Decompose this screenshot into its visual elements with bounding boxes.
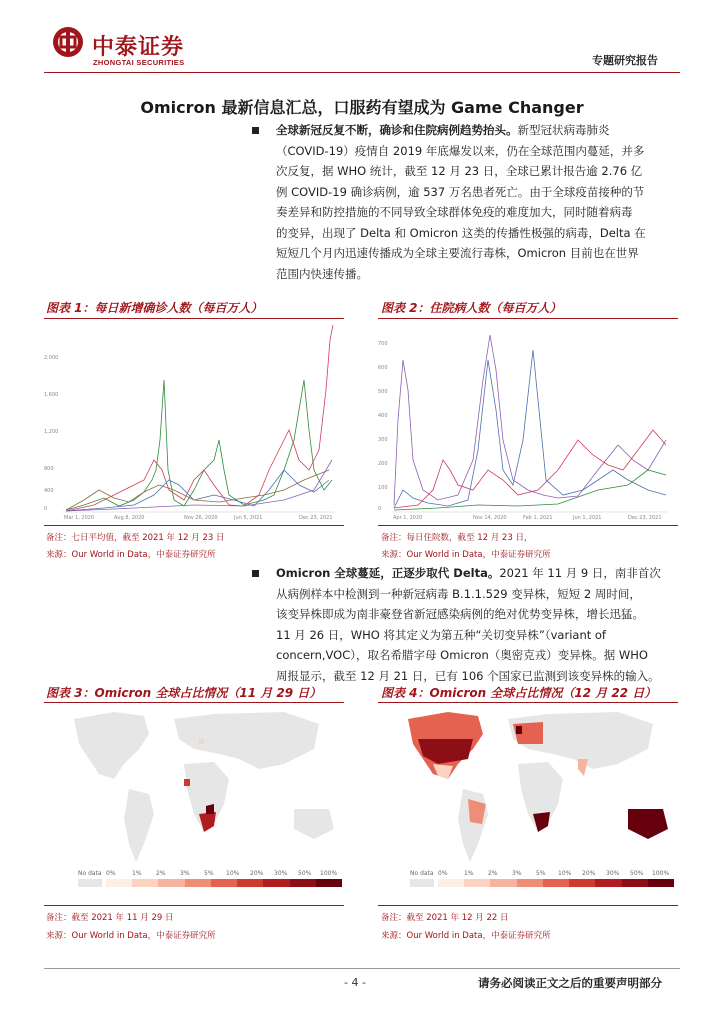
fig4-legend-label: 30%: [606, 870, 620, 877]
fig1-ytick: 400: [44, 488, 54, 494]
fig1-xtick: Aug 8, 2020: [114, 515, 145, 520]
fig2-ytick: 700: [378, 341, 388, 347]
fig4-map: [378, 704, 678, 869]
fig3-legend-label: 100%: [320, 870, 338, 877]
bullet-icon: [252, 127, 259, 134]
fig2-chart: [378, 320, 678, 520]
fig4-legend-label: 50%: [630, 870, 644, 877]
fig2-ytick: 100: [378, 485, 388, 491]
fig4-legend-label: 10%: [558, 870, 572, 877]
fig2-source: 来源：Our World in Data，中泰证券研究所: [381, 550, 551, 560]
fig2-xtick: Dec 23, 2021: [628, 515, 662, 520]
fig2-title-rule: [378, 318, 678, 319]
fig3-europe-small: [199, 739, 204, 744]
fig3-legend-label: 5%: [204, 870, 214, 877]
fig3-legend-label: 2%: [156, 870, 166, 877]
section1-line: 次反复，据 WHO 统计，截至 12 月 23 日，全球已累计报告逾 2.76 亿: [276, 164, 643, 178]
fig2-xtick: Nov 14, 2020: [473, 515, 507, 520]
fig2-ytick: 500: [378, 389, 388, 395]
fig2-xtick: Apr 1, 2020: [393, 515, 423, 520]
fig4-legend-label: 3%: [512, 870, 522, 877]
fig1-chart: [44, 320, 344, 520]
fig1-ytick: 1,600: [44, 392, 59, 398]
fig4-south-america: [458, 789, 488, 862]
fig1-series-green: [66, 380, 332, 510]
fig3-south-america: [124, 789, 154, 862]
fig3-north-america: [74, 712, 149, 779]
section2-line: 11 月 26 日，WHO 将其定义为第五种“关切变异株”（variant of: [276, 627, 606, 642]
fig3-southern-africa: [199, 812, 216, 832]
fig1-title-rule: [44, 318, 344, 319]
footer-divider: [44, 968, 680, 969]
fig2-ytick: 300: [378, 437, 388, 443]
fig2-ytick: 0: [378, 506, 382, 512]
section2-line: concern,VOC），取名希腊字母 Omicron（奥密克戎）变异株。据 WHO: [276, 648, 648, 662]
section2-line: 从病例样本中检测到一种新冠病毒 B.1.1.529 变异株，短短 2 周时间，: [276, 586, 641, 601]
fig1-yticks: [44, 355, 58, 512]
fig3-source: 来源：Our World in Data，中泰证券研究所: [46, 931, 216, 941]
fig1-series-red: [66, 325, 333, 511]
section1-line: 奏差异和防控措施的不同导致全球群体免疫的难度加大，同时随着病毒: [276, 205, 633, 219]
fig2-xtick: Jun 1, 2021: [573, 515, 602, 520]
fig4-note: 备注：截至 2021 年 12 月 22 日: [381, 913, 509, 923]
footer-disclaimer: 请务必阅读正文之后的重要声明部分: [478, 976, 662, 990]
fig4-title-rule: [378, 702, 678, 703]
section1-line: 范围内快速传播。: [276, 266, 368, 281]
fig1-xticks: [64, 515, 333, 520]
fig1-ytick: 800: [44, 466, 54, 472]
fig2-series-purple: [394, 335, 666, 505]
fig3-legend-label: 3%: [180, 870, 190, 877]
fig4-legend-nodata: No data: [410, 870, 434, 877]
fig1-note: 备注：七日平均值，截至 2021 年 12 月 23 日: [46, 533, 225, 543]
fig4-legend: [404, 870, 674, 894]
fig3-legend-label: 50%: [298, 870, 312, 877]
fig2-ytick: 400: [378, 413, 388, 419]
section2-line: 周报显示，截至 12 月 21 日，已有 106 个国家已监测到该变异株的输入。: [276, 668, 660, 683]
fig3-legend-label: 30%: [274, 870, 288, 877]
fig4-legend-label: 20%: [582, 870, 596, 877]
fig1-title: 图表 1：每日新增确诊人数（每百万人）: [46, 301, 263, 315]
fig1-xtick: Jun 5, 2021: [234, 515, 263, 520]
fig4-southern-africa: [533, 812, 550, 832]
fig3-europe-asia: [174, 712, 319, 769]
fig3-nigeria: [184, 779, 190, 786]
section2-lead: Omicron 全球蔓延，正逐步取代 Delta。: [276, 566, 500, 580]
fig4-bottom-rule: [378, 905, 678, 906]
fig1-ytick: 2,000: [44, 355, 59, 361]
section1-line: （COVID-19）疫情自 2019 年底爆发以来，仍在全球范围内蔓延，并多: [276, 143, 645, 158]
section1-line: 新型冠状病毒肺炎: [517, 123, 610, 137]
logo-cn: 中泰证券: [92, 35, 185, 60]
section1-lead: 全球新冠反复不断，确诊和住院病例趋势抬头。: [276, 123, 518, 137]
fig3-legend-bar: [78, 879, 342, 887]
report-type: 专题研究报告: [592, 54, 658, 67]
section1-line: 例 COVID-19 确诊病例，逾 537 万名患者死亡。由于全球疫苗接种的节: [276, 184, 645, 199]
fig2-title: 图表 2：住院病人数（每百万人）: [381, 301, 562, 315]
section2-line: 该变异株即成为南非豪登省新冠感染病例的绝对优势变异株，增长迅猛。: [276, 607, 644, 621]
fig1-xtick: Mar 1, 2020: [64, 515, 95, 520]
fig2-series-red: [394, 430, 666, 508]
fig4-legend-label: 2%: [488, 870, 498, 877]
fig1-ytick: 1,200: [44, 429, 59, 435]
fig3-legend-label: 10%: [226, 870, 240, 877]
fig1-xtick: Dec 23, 2021: [299, 515, 333, 520]
logo-en: ZHONGTAI SECURITIES: [93, 58, 185, 67]
fig1-source: 来源：Our World in Data，中泰证券研究所: [46, 550, 216, 560]
fig4-legend-label: 100%: [652, 870, 670, 877]
logo-icon: [52, 26, 84, 58]
fig2-xtick: Feb 1, 2021: [523, 515, 553, 520]
section2-line: 2021 年 11 月 9 日，南非首次: [499, 566, 661, 580]
fig4-title: 图表 4：Omicron 全球占比情况（12 月 22 日）: [381, 686, 657, 700]
fig4-legend-label: 1%: [464, 870, 474, 877]
logo: [52, 26, 84, 58]
fig2-ytick: 200: [378, 461, 388, 467]
fig4-australia: [628, 809, 668, 839]
fig2-ytick: 600: [378, 365, 388, 371]
fig4-legend-bar: [410, 879, 674, 887]
fig3-legend: [72, 870, 342, 894]
fig3-legend-label: 0%: [106, 870, 116, 877]
fig3-legend-nodata: No data: [78, 870, 102, 877]
fig3-australia: [294, 809, 334, 839]
page-number: - 4 -: [344, 976, 366, 989]
fig2-bottom-rule: [378, 525, 678, 526]
section1-paragraph: [276, 120, 676, 284]
fig4-source: 来源：Our World in Data，中泰证券研究所: [381, 931, 551, 941]
section1-line: 短短几个月内迅速传播成为全球主要流行毒株，Omicron 目前也在世界: [276, 246, 639, 260]
fig4-uk: [516, 726, 522, 734]
page-title: Omicron 最新信息汇总，口服药有望成为 Game Changer: [140, 98, 584, 117]
fig3-title: 图表 3：Omicron 全球占比情况（11 月 29 日）: [46, 686, 322, 700]
fig3-legend-label: 20%: [250, 870, 264, 877]
fig2-yticks: [378, 341, 388, 512]
fig1-ytick: 0: [44, 506, 48, 512]
fig4-legend-label: 0%: [438, 870, 448, 877]
fig1-series-purple: [66, 460, 332, 511]
fig2-note: 备注：每日住院数，截至 12 月 23 日，: [381, 533, 533, 543]
section1-line: 的变异，出现了 Delta 和 Omicron 这类的传播性极强的病毒，Delta 在: [276, 225, 646, 240]
fig4-legend-label: 5%: [536, 870, 546, 877]
bullet-icon: [252, 570, 259, 577]
fig3-title-rule: [44, 702, 344, 703]
fig3-bottom-rule: [44, 905, 344, 906]
fig3-map: [44, 704, 344, 869]
fig1-xtick: Nov 26, 2020: [184, 515, 218, 520]
fig4-india: [578, 759, 588, 776]
fig1-bottom-rule: [44, 525, 344, 526]
fig2-xticks: [393, 515, 662, 520]
section2-paragraph: [276, 563, 676, 686]
fig3-legend-label: 1%: [132, 870, 142, 877]
header-divider: [44, 72, 680, 73]
fig3-note: 备注：截至 2021 年 11 月 29 日: [46, 913, 174, 923]
